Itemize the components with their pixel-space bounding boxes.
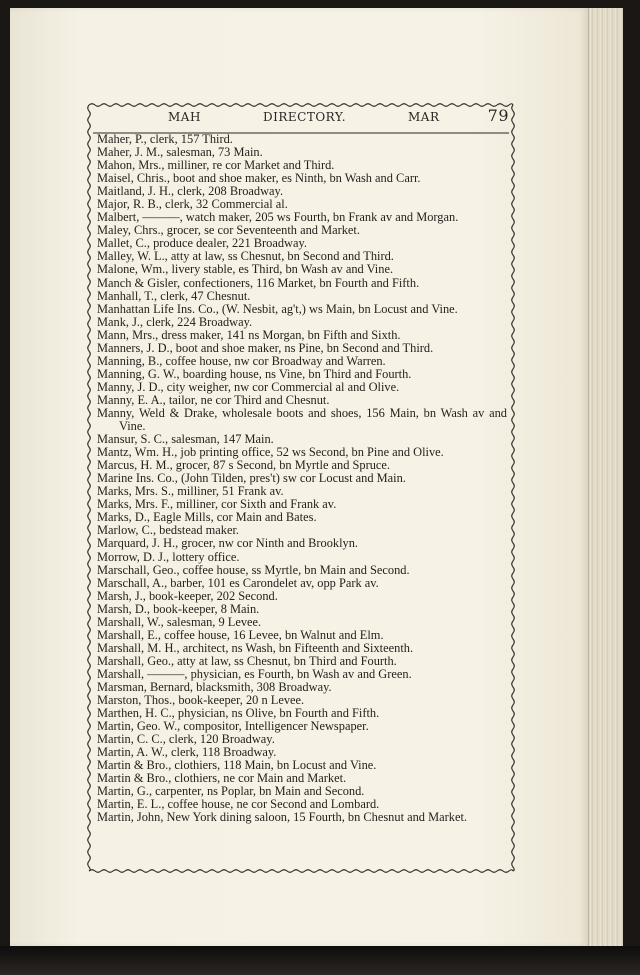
directory-entry: Manny, E. A., tailor, ne cor Third and Chesnut. [97,392,330,407]
directory-entry: Marschall, A., barber, 101 es Carondelet av, opp Park av. [97,575,379,590]
directory-entry: Maitland, J. H., clerk, 208 Broadway. [97,184,284,199]
directory-entry: Manhall, T., clerk, 47 Chesnut. [97,288,251,303]
directory-entry: Morrow, D. J., lottery office. [97,549,240,564]
directory-entry: Marshall, M. H., architect, ns Wash, bn Fifteenth and Sixteenth. [97,640,414,655]
directory-entries [97,133,507,824]
page-stack-edges [588,8,623,946]
directory-entry: Marston, Thos., book-keeper, 20 n Levee. [97,693,305,708]
directory-entry: Manning, G. W., boarding house, ns Vine, bn Third and Fourth. [97,366,412,381]
directory-entry: Mann, Mrs., dress maker, 141 ns Morgan, bn Fifth and Sixth. [97,327,401,342]
directory-entry: Martin, C. C., clerk, 120 Broadway. [97,732,275,747]
directory-entry: Mantz, Wm. H., job printing office, 52 ws Second, bn Pine and Olive. [97,445,444,460]
directory-entry: Maisel, Chris., boot and shoe maker, es Ninth, bn Wash and Carr. [97,171,421,186]
directory-entry: Marks, Mrs. S., milliner, 51 Frank av. [97,484,284,499]
directory-entry: Manning, B., coffee house, nw cor Broadway and Warren. [97,353,386,368]
directory-entry: Manny, J. D., city weigher, nw cor Commercial al and Olive. [97,379,400,394]
directory-entry: Marlow, C., bedstead maker. [97,523,239,538]
directory-entry: Marsman, Bernard, blacksmith, 308 Broadway. [97,679,332,694]
directory-entry: Mallet, C., produce dealer, 221 Broadway. [97,236,307,251]
directory-entry: Mansur, S. C., salesman, 147 Main. [97,432,274,447]
directory-entry: Marshall, Geo., atty at law, ss Chesnut, bn Third and Fourth. [97,653,397,668]
directory-entry: Martin, A. W., clerk, 118 Broadway. [97,745,277,760]
directory-entry: Marks, D., Eagle Mills, cor Main and Bates. [97,510,317,525]
header-right-guide: MAR [408,110,440,124]
directory-entry: Maley, Chrs., grocer, se cor Seventeenth and Market. [97,223,360,238]
directory-frame [85,101,517,875]
directory-entry: Marthen, H. C., physician, ns Olive, bn Fourth and Fifth. [97,706,380,721]
directory-entry: Marshall, E., coffee house, 16 Levee, bn Walnut and Elm. [97,627,384,642]
directory-entry: Marsh, D., book-keeper, 8 Main. [97,601,260,616]
header-title: DIRECTORY. [263,110,347,124]
directory-entry: Marsh, J., book-keeper, 202 Second. [97,588,278,603]
header-left-guide: MAH [168,110,201,124]
directory-entry: Maher, J. M., salesman, 73 Main. [97,145,263,160]
directory-entry: Malbert, ———, watch maker, 205 ws Fourth, bn Frank av and Morgan. [97,210,459,225]
directory-entry: Martin, E. L., coffee house, ne cor Second and Lombard. [97,797,380,812]
directory-entry: Major, R. B., clerk, 32 Commercial al. [97,197,288,212]
directory-entry: Marshall, ———, physician, es Fourth, bn Wash av and Green. [97,666,412,681]
directory-entry: Marquard, J. H., grocer, nw cor Ninth and Brooklyn. [97,536,359,551]
directory-entry: Mank, J., clerk, 224 Broadway. [97,314,253,329]
running-header [93,104,511,128]
directory-entry: Malley, W. L., atty at law, ss Chesnut, bn Second and Third. [97,249,394,264]
directory-entry: Marcus, H. M., grocer, 87 s Second, bn Myrtle and Spruce. [97,458,391,473]
directory-entry: Mahon, Mrs., milliner, re cor Market and Third. [97,158,335,173]
directory-entry: Malone, Wm., livery stable, es Third, bn Wash av and Vine. [97,262,394,277]
directory-entry: Martin, G., carpenter, ns Poplar, bn Main and Second. [97,784,365,799]
directory-entry: Manny, Weld & Drake, wholesale boots and shoes, 156 Main, bn Wash av and Vine. [97,405,507,434]
page-number: 79 [487,106,509,125]
directory-entry: Manhattan Life Ins. Co., (W. Nesbit, ag't,) ws Main, bn Locust and Vine. [97,301,458,316]
directory-entry: Marine Ins. Co., (John Tilden, pres't) sw cor Locust and Main. [97,471,406,486]
directory-entry: Martin & Bro., clothiers, 118 Main, bn Locust and Vine. [97,758,377,773]
directory-entry: Martin, Geo. W., compositor, Intelligencer Newspaper. [97,719,369,734]
directory-entry: Martin & Bro., clothiers, ne cor Main and Market. [97,771,347,786]
directory-entry: Marshall, W., salesman, 9 Levee. [97,614,262,629]
background-shadow [0,946,640,975]
directory-entry: Marschall, Geo., coffee house, ss Myrtle, bn Main and Second. [97,562,410,577]
directory-entry: Manners, J. D., boot and shoe maker, ns Pine, bn Second and Third. [97,340,434,355]
directory-entry: Manch & Gisler, confectioners, 116 Market, bn Fourth and Fifth. [97,275,420,290]
directory-entry: Martin, John, New York dining saloon, 15 Fourth, bn Chesnut and Market. [97,810,467,825]
directory-entry: Marks, Mrs. F., milliner, cor Sixth and Frank av. [97,497,337,512]
directory-entry: Maher, P., clerk, 157 Third. [97,132,233,146]
